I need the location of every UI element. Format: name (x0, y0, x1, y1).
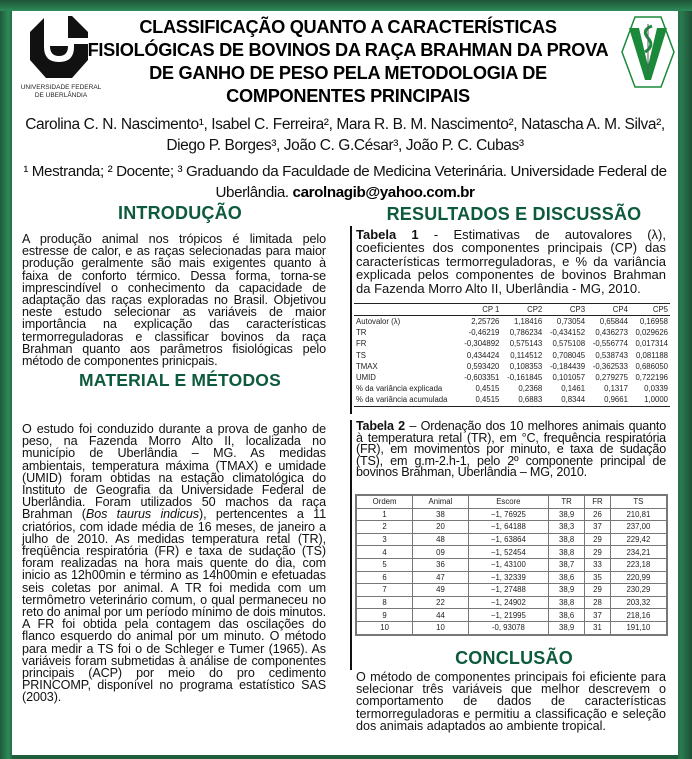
table-cell: 0,708045 (552, 350, 586, 360)
table-cell: 0,1461 (561, 384, 586, 394)
table-cell: 0,108353 (509, 361, 543, 371)
table-cell: 35 (585, 571, 611, 584)
affiliation: ¹ Mestranda; ² Docente; ³ Graduando da Faculdade de Medicina Veterinária. Universidade Federal de Uberlândia. carolnagib@yahoo.com.br (23, 163, 667, 201)
top-border (0, 0, 692, 11)
resultados-heading: RESULTADOS E DISCUSSÃO (386, 204, 642, 224)
table-row (356, 546, 667, 559)
material-heading: MATERIAL E MÉTODOS (79, 370, 281, 390)
conclusao-text: O método de componentes principais foi eficiente para selecionar três variáveis que melhor descrevem o comportamento de dados de características termorreguladoras e permitiu a classificação e seleção dos animais adaptados ao ambiente tropical. (356, 670, 666, 733)
university-name: UNIVERSIDADE FEDERAL DE UBERLÂNDIA (20, 84, 102, 99)
table-row (354, 361, 670, 372)
table-cell: 0,279275 (595, 373, 628, 383)
table-cell: % da variância explicada (356, 384, 443, 394)
table-cell: -0,556774 (592, 339, 628, 349)
table-cell: 191,10 (610, 621, 667, 634)
table2-header-row: Ordem Animal Escore TR FR TS (356, 495, 667, 508)
table-cell: 229,42 (610, 533, 667, 546)
table-cell: 47 (413, 571, 469, 584)
table-cell: 0,9661 (604, 395, 628, 405)
table-cell: 48 (413, 533, 469, 546)
table-cell: 38,6 (549, 609, 585, 622)
table-row (356, 558, 667, 571)
table-cell: 210,81 (610, 508, 667, 521)
table1-header-row: CP 1 CP2 CP3 CP4 CP5 (354, 304, 670, 316)
table-cell: 2,25726 (471, 317, 500, 327)
table-cell: 0,4515 (475, 384, 500, 394)
poster-title: CLASSIFICAÇÃO QUANTO A CARACTERÍSTICAS FISIOLÓGICAS DE BOVINOS DA RAÇA BRAHMAN DA PROVA DE GANHO DE PESO PELA METODOLOGIA DE COMPONENTES PRINCIPAIS (87, 17, 609, 106)
table-cell: -0,434152 (549, 328, 586, 338)
table-cell: TR (356, 328, 367, 338)
table-cell: 234,21 (610, 546, 667, 559)
table-cell: 20 (413, 521, 469, 534)
table-cell: −1, 76925 (468, 508, 548, 521)
table-cell: 38,3 (549, 521, 585, 534)
table-cell: 0,575143 (509, 339, 543, 349)
table-cell: 0,436273 (595, 328, 628, 338)
table-cell: −1, 21995 (468, 609, 548, 622)
table-cell: 1,18416 (514, 317, 543, 327)
table-cell: 10 (413, 621, 469, 634)
table-cell: 0,786234 (509, 328, 543, 338)
table-row (356, 609, 667, 622)
table-cell: 0,65844 (599, 317, 628, 327)
table-cell: 218,16 (610, 609, 667, 622)
table-cell: 0,029626 (635, 328, 668, 338)
table-cell: 6 (356, 571, 413, 584)
introducao-heading: INTRODUÇÃO (118, 203, 242, 223)
table-cell: −1, 27488 (468, 584, 548, 597)
table-cell: TS (356, 350, 366, 360)
table1-caption: Tabela 1 - Estimativas de autovalores (λ), coeficientes dos componentes principais (CP) das características termorreguladoras, e % da variância explicada pelos componentes de bovinos Brahman da Fazenda Morro Alto II, Uberlândia - MG, 2010. (356, 227, 666, 296)
table-row (354, 338, 670, 349)
table-cell: 7 (356, 584, 413, 597)
table-cell: 0,8344 (561, 395, 586, 405)
table2-ranking (355, 494, 668, 636)
table-cell: FR (356, 339, 367, 349)
table-cell: 44 (413, 609, 469, 622)
table-row (356, 584, 667, 597)
table-cell: 0,017314 (635, 339, 668, 349)
table-cell: 37 (585, 609, 611, 622)
table-cell: 26 (585, 508, 611, 521)
table-row (356, 521, 667, 534)
table-cell: 0,538743 (595, 350, 628, 360)
table-cell: 0,081188 (636, 350, 668, 360)
table-cell: 5 (356, 558, 413, 571)
table-cell: 31 (585, 621, 611, 634)
table-row (356, 508, 667, 521)
veterinary-caduceus-icon (619, 14, 677, 90)
table-cell: 1,0000 (644, 395, 668, 405)
table-cell: 38,9 (549, 584, 585, 597)
table-cell: -0, 93078 (468, 621, 548, 634)
table-cell: TMAX (356, 361, 378, 371)
table-cell: 4 (356, 546, 413, 559)
table-cell: 0,2368 (518, 384, 543, 394)
table-cell: 220,99 (610, 571, 667, 584)
table-cell: 0,101057 (552, 373, 586, 383)
table-cell: 8 (356, 596, 413, 609)
table-cell: Autovalor (λ) (356, 317, 401, 327)
table-cell: 36 (413, 558, 469, 571)
table-cell: 203,32 (610, 596, 667, 609)
table-cell: -0,362533 (592, 361, 628, 371)
material-text: O estudo foi conduzido durante a prova de ganho de peso, na Fazenda Morro Alto II, localizada no município de Uberlândia – MG. As medidas ambientais, temperatura máxima (TMAX) e umidade (UMID) foram obtidas na estação climatológica do Instituto de Geografia da Universidade Federal de Uberlândia. Foram utilizados 50 machos da raça Brahman (Bos taurus indicus), pertencentes a 11 criatórios, com idade média de 16 meses, de janeiro a julho de 2010. As medidas temperatura retal (TR), freqüência respiratória (FR) e taxa de sudação (TS) foram realizadas na hora mais quente do dia, com inicio as 12h00min e término as 14h00min e efetuadas seis coletas por animal. A TR foi medida com um termômetro veterinário comum, o qual permaneceu no reto do animal por um período mínimo de dois minutos. A FR foi obtida pela contagem das oscilações do flanco esquerdo do animal por um minuto. O método para medir a TS foi o de Schleger e Tumer (1965). As variáveis foram submetidas à análise de componentes principais (ACP) por meio do pro cedimento PRINCOMP, disponível no programa estatístico SAS (2003). (22, 422, 326, 705)
table-cell: -0,304892 (464, 339, 500, 349)
table-cell: 38,9 (549, 621, 585, 634)
authors: Carolina C. N. Nascimento¹, Isabel C. Ferreira², Mara R. B. M. Nascimento², Natascha A. M. Silva², Diego P. Borges³, João C. G.César³, João P. C. Cubas³ (25, 116, 665, 154)
column-divider-bottom (350, 420, 352, 670)
table-cell: 38 (413, 508, 469, 521)
table-cell: -0,46219 (468, 328, 500, 338)
table-cell: 0,434424 (466, 350, 500, 360)
table-cell: 0,593420 (466, 361, 500, 371)
table-cell: 0,16958 (639, 317, 668, 327)
table-cell: 09 (413, 546, 469, 559)
table-cell: −1, 43100 (468, 558, 548, 571)
table-row (354, 350, 670, 361)
table-cell: 22 (413, 596, 469, 609)
table-cell: 0,722196 (635, 373, 668, 383)
table-row (356, 596, 667, 609)
table-cell: 38,8 (549, 596, 585, 609)
conclusao-heading: CONCLUSÃO (455, 648, 573, 668)
table-cell: 38,6 (549, 571, 585, 584)
table-cell: 38,8 (549, 546, 585, 559)
table-cell: 37 (585, 521, 611, 534)
table-row (354, 372, 670, 383)
email-link[interactable]: carolnagib@yahoo.com.br (292, 184, 475, 201)
table-cell: 0,114512 (510, 350, 543, 360)
table-cell: 10 (356, 621, 413, 634)
table-cell: % da variância acumulada (356, 395, 448, 405)
table-cell: 0,1317 (604, 384, 628, 394)
table-cell: 0,0339 (644, 384, 668, 394)
table-row (354, 394, 670, 406)
table-cell: −1, 24902 (468, 596, 548, 609)
table-cell: -0,161845 (507, 373, 543, 383)
table-cell: 9 (356, 609, 413, 622)
table-cell: 1 (356, 508, 413, 521)
table-cell: 0,686050 (635, 361, 668, 371)
introducao-text: A produção animal nos trópicos é limitada pelo estresse de calor, e as raças selecionadas para maior produção geralmente são mais exigentes quanto à faixa de conforto térmico. Dessa forma, torna-se imprescindível o conhecimento da capacidade de adaptação das raças exploradas no Brasil. Objetivou neste estudo selecionar as variáveis de maior importância na explicação das características termorreguladoras e classificar bovinos da raça Brahman quanto aos parâmetros fisiológicas pelo método de componentes prinicpais. (22, 232, 326, 369)
bottom-border (12, 755, 678, 759)
table-row (356, 621, 667, 634)
table-row (354, 316, 670, 328)
table2-caption: Tabela 2 – Ordenação dos 10 melhores animais quanto à temperatura retal (TR), em °C, frequência respiratória (FR), em movimentos por minuto, e taxa de sudação (TS), em g.m-2.h-1, pelo 2º componente principal de bovinos Brahman, Uberlândia – MG, 2010. (356, 419, 666, 480)
table-cell: −1, 52454 (468, 546, 548, 559)
table-cell: 38,7 (549, 558, 585, 571)
table-cell: 29 (585, 584, 611, 597)
table-cell: UMID (356, 373, 376, 383)
veterinary-logo (619, 14, 677, 90)
table-cell: 38,9 (549, 508, 585, 521)
table-cell: 223,18 (610, 558, 667, 571)
table1-eigenvalues (354, 303, 670, 407)
table-cell: −1, 63864 (468, 533, 548, 546)
column-divider-top (350, 226, 352, 414)
table-cell: 33 (585, 558, 611, 571)
table-cell: 3 (356, 533, 413, 546)
table-cell: 237,00 (610, 521, 667, 534)
table-cell: 0,575108 (552, 339, 586, 349)
table-row (356, 533, 667, 546)
table-row (356, 571, 667, 584)
table-cell: -0,184439 (549, 361, 586, 371)
table-cell: -0,603351 (464, 373, 500, 383)
table-row (354, 327, 670, 338)
table-cell: 230,29 (610, 584, 667, 597)
table-cell: −1, 64188 (468, 521, 548, 534)
table-cell: 29 (585, 533, 611, 546)
table-cell: 29 (585, 546, 611, 559)
table-cell: 0,4515 (475, 395, 500, 405)
table-cell: 38,8 (549, 533, 585, 546)
table-cell: 49 (413, 584, 469, 597)
table-cell: 0,6883 (518, 395, 543, 405)
table-row (354, 383, 670, 394)
table-cell: −1, 32339 (468, 571, 548, 584)
table-cell: 28 (585, 596, 611, 609)
table-cell: 2 (356, 521, 413, 534)
table-cell: 0,73054 (556, 317, 586, 327)
